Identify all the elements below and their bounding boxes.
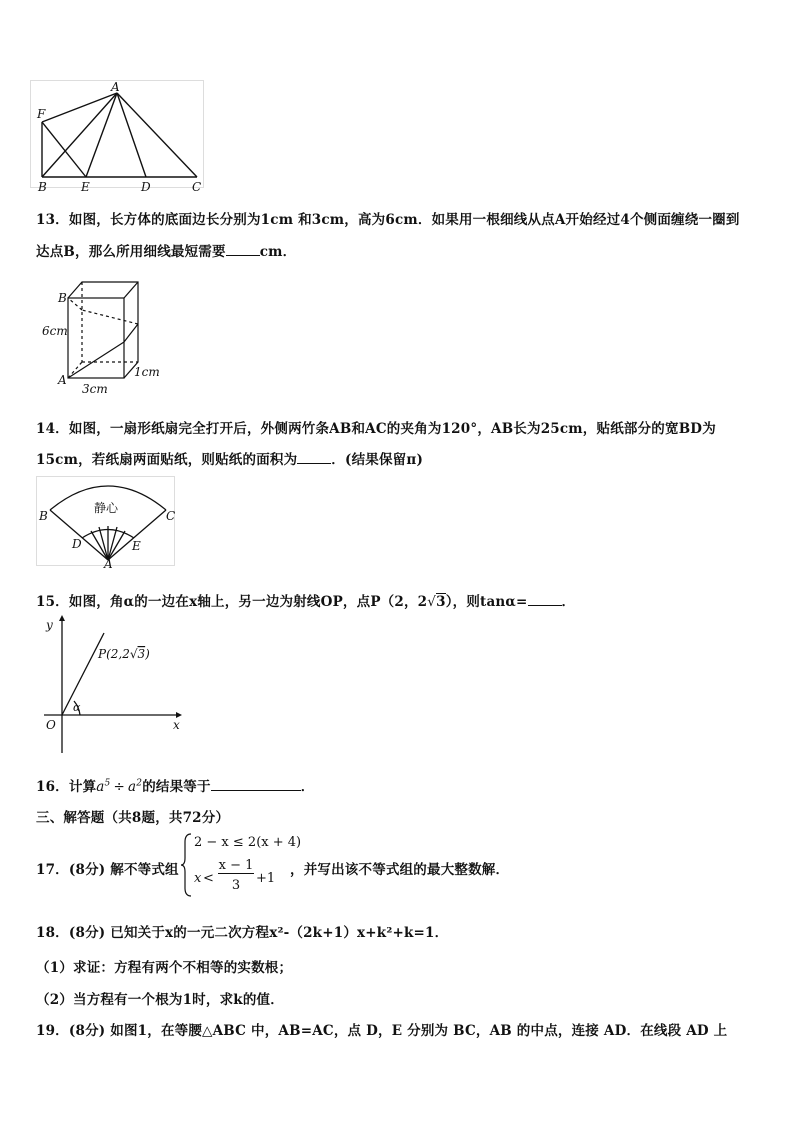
y-arrow-icon — [59, 615, 65, 621]
q14-answer-blank[interactable] — [297, 451, 331, 464]
label-A: A — [111, 80, 120, 94]
figure-triangle — [30, 80, 210, 195]
axis-label-y: y — [46, 618, 53, 632]
sqrt-symbol: √ — [427, 594, 437, 610]
label-E: E — [81, 180, 90, 194]
q16-exp2: 2 — [136, 778, 143, 789]
q14-line2 — [36, 448, 423, 468]
q13-text-pre: 达点B，那么所用细线最短需要 — [36, 244, 226, 260]
label-B: B — [38, 180, 47, 194]
q16-exp1: 5 — [104, 778, 111, 789]
cuboid-label-width: 3cm — [82, 382, 108, 396]
figure-angle — [36, 615, 186, 755]
q16-div: ÷ — [113, 779, 125, 795]
figure-fan — [36, 476, 176, 568]
q19-line1: 19．(8分) 如图1，在等腰△ABC 中，AB=AC，点 D，E 分别为 BC，AB 的中点，连接 AD．在线段 AD 上 — [36, 1023, 728, 1039]
q16-text-mid: 的结果等于 — [142, 779, 211, 795]
fan-label-D: D — [72, 537, 82, 551]
point-P-label: P(2,2√3) — [98, 647, 150, 661]
fan-diagram — [36, 476, 176, 568]
label-F: F — [37, 107, 46, 121]
point-P-text: P(2,2 — [98, 647, 130, 661]
q14-text-pre: 15cm，若纸扇两面贴纸，则贴纸的面积为 — [36, 452, 298, 468]
q16-expr-a: a — [96, 779, 105, 795]
q13-text-post: cm． — [259, 244, 297, 260]
triangle-diagram — [30, 80, 210, 195]
cuboid-label-height: 6cm — [42, 324, 68, 338]
ineq2-numerator: x − 1 — [218, 858, 254, 873]
label-D: D — [141, 180, 151, 194]
q16-expr-b: a — [128, 779, 137, 795]
fan-label-A: A — [104, 557, 113, 568]
q18-sub1: （1）求证：方程有两个不相等的实数根； — [36, 960, 293, 976]
inequality-2 — [194, 858, 284, 898]
q15-text-pre: 15．如图，角α的一边在x轴上，另一边为射线OP，点P（2，2 — [36, 594, 428, 610]
inequality-1: 2 − x ≤ 2(x + 4) — [194, 835, 302, 850]
angle-diagram — [36, 615, 186, 755]
q15-text-mid: ），则tanα= — [445, 594, 528, 610]
fan-label-B: B — [39, 509, 48, 523]
q15-text-post: ． — [561, 594, 576, 610]
q13-answer-blank[interactable] — [226, 243, 260, 256]
fan-label-E: E — [132, 539, 141, 553]
q14-line1: 14．如图，一扇形纸扇完全打开后，外侧两竹条AB和AC的夹角为120°，AB长为25cm，贴纸部分的宽BD为 — [36, 421, 716, 437]
q13-line1: 13．如图，长方体的底面边长分别为1cm 和3cm，高为6cm．如果用一根细线从点A开始经过4个侧面缠绕一圈到 — [36, 212, 740, 228]
q18-line1: 18．(8分) 已知关于x的一元二次方程x²-（2k+1）x+k²+k=1． — [36, 925, 449, 941]
q15-answer-blank[interactable] — [528, 593, 562, 606]
q16-text-pre: 16．计算 — [36, 779, 97, 795]
inequality-brace-icon — [180, 832, 192, 898]
q16-answer-blank[interactable] — [211, 778, 301, 791]
point-P-sqrt: 3 — [137, 647, 146, 661]
cuboid-label-A: A — [58, 373, 67, 387]
point-P-close: ) — [145, 647, 150, 661]
alpha-label: α — [73, 701, 81, 714]
ineq2-x: x — [194, 871, 202, 886]
label-C: C — [192, 180, 202, 194]
ineq2-lt: < — [203, 871, 214, 886]
q16-line — [36, 775, 314, 795]
q13-line2 — [36, 240, 296, 260]
axis-label-x: x — [173, 718, 180, 732]
q15-line — [36, 590, 575, 610]
fan-label-C: C — [166, 509, 176, 523]
cuboid-diagram — [36, 272, 166, 396]
ineq2-plus: +1 — [256, 871, 276, 886]
q16-text-post: ． — [300, 779, 315, 795]
q14-text-post: ．(结果保留π) — [331, 452, 424, 468]
figure-cuboid — [36, 272, 166, 396]
q17-prefix: 17．(8分) 解不等式组 — [36, 862, 179, 878]
ineq2-denominator: 3 — [231, 878, 241, 893]
q17-suffix: ，并写出该不等式组的最大整数解． — [290, 862, 510, 878]
cuboid-label-depth: 1cm — [134, 365, 160, 379]
cuboid-label-B: B — [58, 291, 67, 305]
fan-center-text: 静心 — [94, 501, 119, 515]
section-title: 三、解答题（共8题，共72分） — [36, 810, 230, 826]
q18-sub2: （2）当方程有一个根为1时，求k的值． — [36, 992, 284, 1008]
q15-sqrt-arg: 3 — [436, 594, 446, 610]
origin-label: O — [46, 718, 56, 732]
